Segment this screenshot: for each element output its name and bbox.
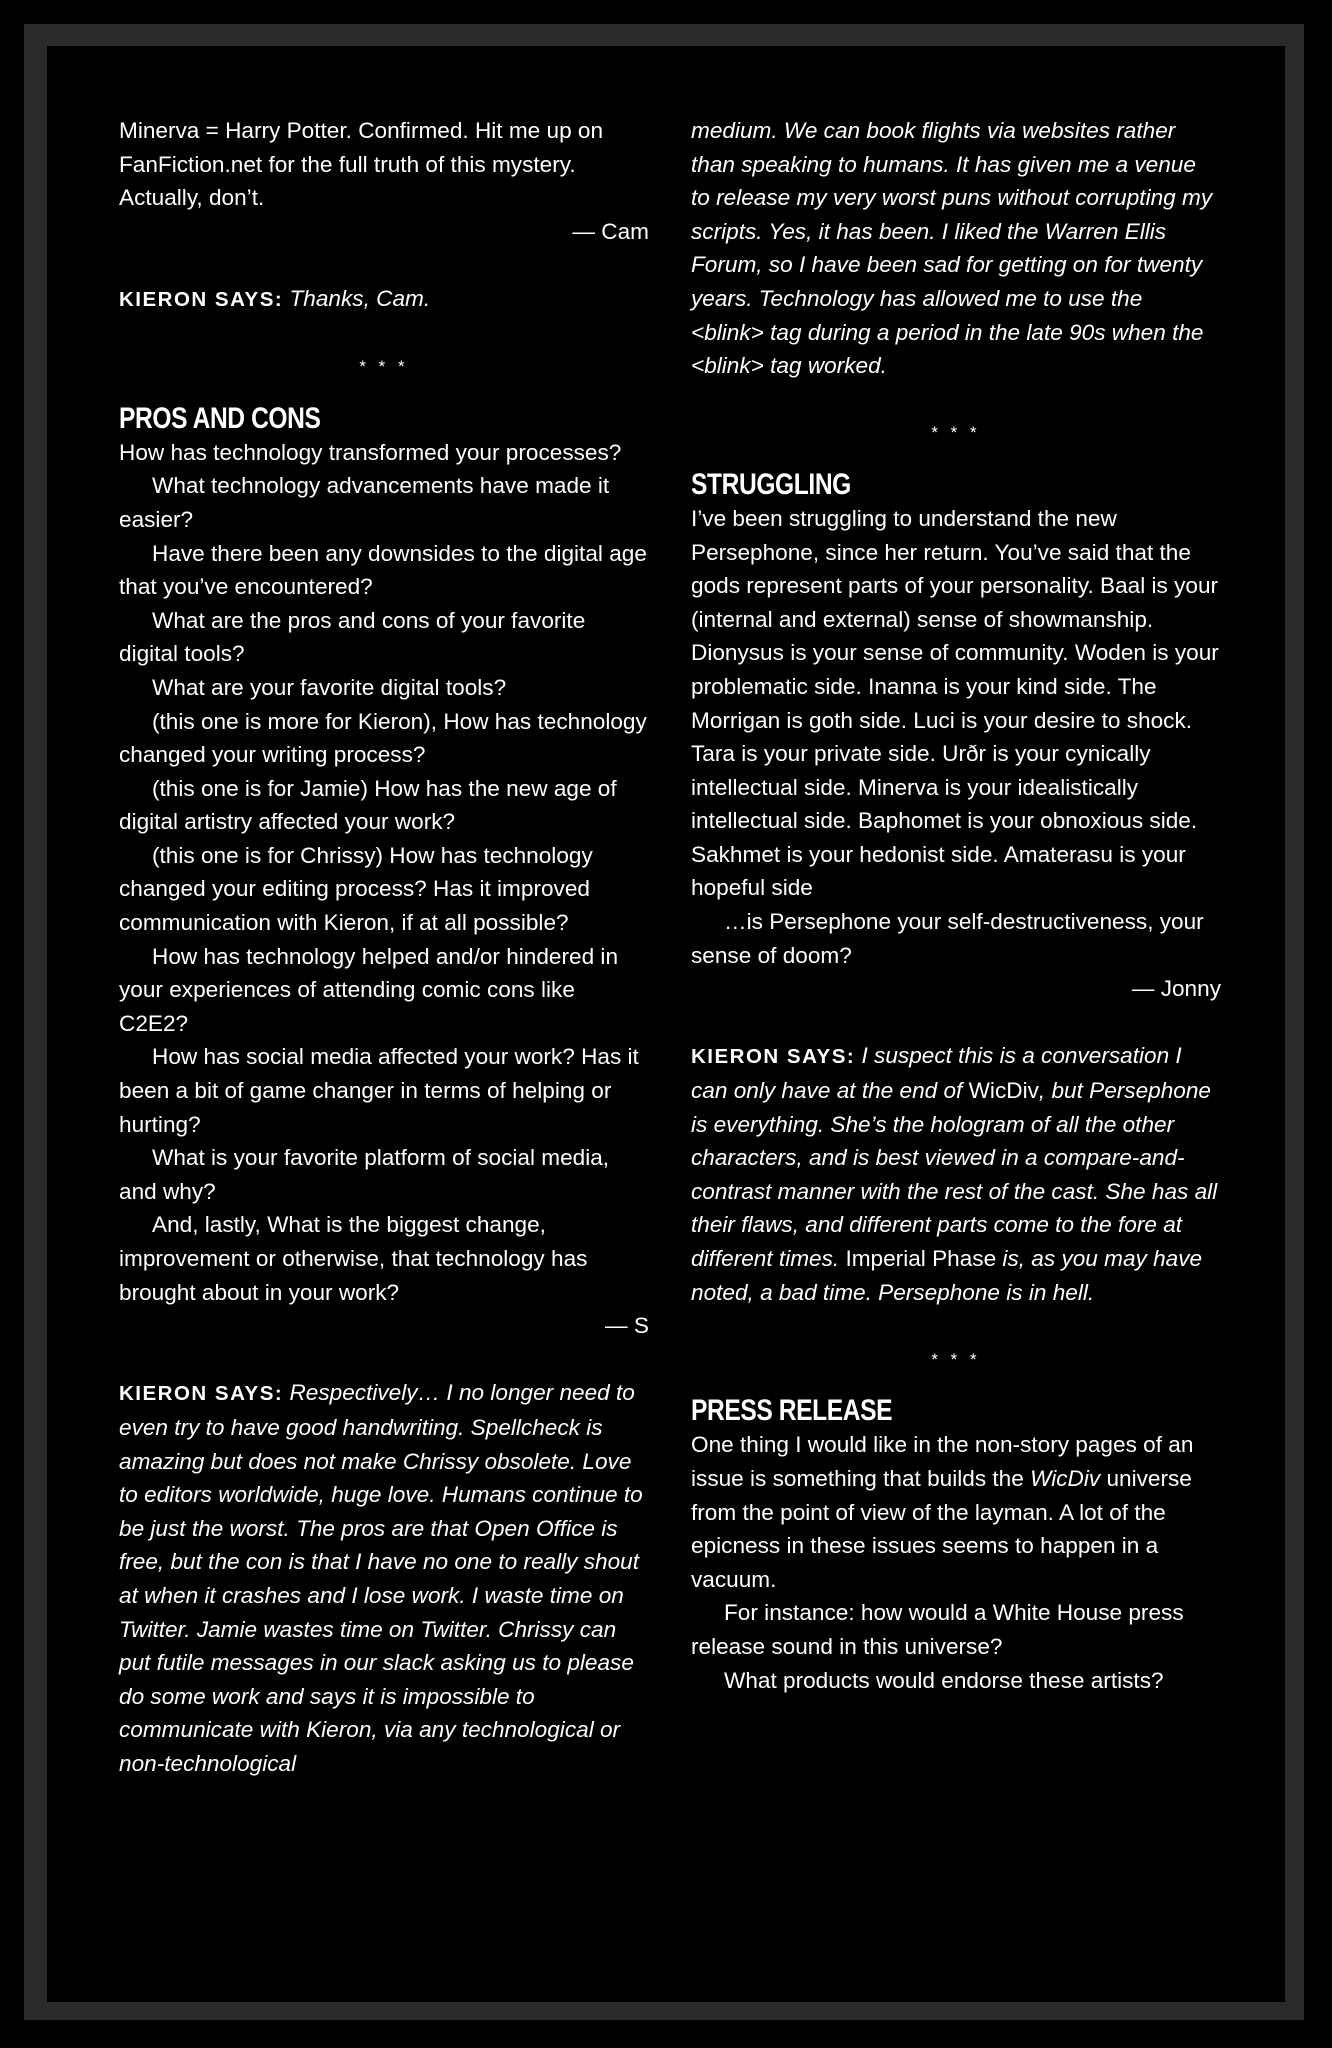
letter-press-text-part: One thing I would like in the non-story pages of an issue is something that builds the xyxy=(691,1432,1194,1491)
question: (this one is for Jamie) How has the new age of digital artistry affected your work? xyxy=(119,775,617,835)
reply-jonny-text: I suspect this is a conversation I can only have at the end of xyxy=(691,1043,1182,1104)
spacer xyxy=(691,383,1221,417)
heading-pros-and-cons: PROS AND CONS xyxy=(119,401,321,435)
section-divider: * * * xyxy=(931,423,981,443)
letter-cam-signature: — Cam xyxy=(572,218,649,244)
letter-cam-text: Minerva = Harry Potter. Confirmed. Hit me up on FanFiction.net for the full truth of this mystery. Actually, don’t. xyxy=(119,118,604,211)
letter-jonny-question: …is Persephone your self-destructiveness, your sense of doom? xyxy=(691,909,1204,968)
letter-jonny-text: I’ve been struggling to understand the new Persephone, since her return. You’ve said that the gods represent parts of your personality. Baal is your (internal and external) sense of showmanship. Dionysus is your sense of community. Woden is your problematic side. Inanna is your kind side. The Morrigan is goth side. Luci is your desire to shock. Tara is your private side. Urðr is your cynically intellectual side. Minerva is your idealistically intellectual side. Baphomet is your obnoxious side. Sakhmet is your hedonist side. Amaterasu is your hopeful side xyxy=(691,505,1219,901)
question: How has social media affected your work? Has it been a bit of game changer in terms of helping or hurting? xyxy=(119,1044,639,1137)
section-divider: * * * xyxy=(359,357,409,377)
kieron-says-label: KIERON SAYS: xyxy=(119,287,284,311)
reply-jonny-title: Imperial Phase xyxy=(845,1246,997,1271)
question: (this one is more for Kieron), How has technology changed your writing process? xyxy=(119,708,647,768)
question: And, lastly, What is the biggest change, improvement or otherwise, that technology has brought about in your work? xyxy=(119,1212,588,1305)
letter-press-text xyxy=(691,1428,1221,1596)
reply-jonny-text: is, as you may have noted, a bad time. Persephone is in hell. xyxy=(691,1246,1203,1305)
spacer xyxy=(691,1006,1221,1040)
reply-jonny xyxy=(691,1039,1221,1309)
left-column xyxy=(119,114,649,1781)
question: (this one is for Chrissy) How has technology changed your editing process? Has it improved communication with Kieron, if at all possible? xyxy=(119,842,593,936)
question: How has technology helped and/or hindered in your experiences of attending comic cons like C2E2? xyxy=(119,943,619,1036)
letter-press-title: WicDiv xyxy=(1030,1465,1101,1491)
letter-press-question: For instance: how would a White House press release sound in this universe? xyxy=(691,1600,1184,1659)
spacer xyxy=(691,1309,1221,1343)
reply-jonny-title: WicDiv xyxy=(968,1078,1039,1104)
letter-press-text-part: universe from the point of view of the layman. A lot of the epicness in these issues seems to happen in a vacuum. xyxy=(691,1465,1192,1592)
kieron-says-label: KIERON SAYS: xyxy=(119,1382,284,1406)
reply-jonny-text: , but Persephone is everything. She’s the hologram of all the other characters, and is best viewed in a compare-and-contrast manner with the rest of the cast. She has all their flaws, and different parts come to the fore at different times. xyxy=(691,1078,1218,1271)
heading-struggling: STRUGGLING xyxy=(691,467,851,501)
reply-cam xyxy=(119,282,649,317)
letter-s-signature: — S xyxy=(605,1313,649,1339)
letter-press-question: What products would endorse these artists? xyxy=(724,1667,1164,1693)
kieron-says-label: KIERON SAYS: xyxy=(691,1045,856,1069)
spacer xyxy=(119,248,649,282)
spacer xyxy=(119,317,649,351)
right-column xyxy=(691,114,1221,1697)
question: What are the pros and cons of your favorite digital tools? xyxy=(119,607,586,667)
question: Have there been any downsides to the digital age that you’ve encountered? xyxy=(119,540,647,600)
question: What is your favorite platform of social media, and why? xyxy=(119,1145,610,1204)
reply-pros-cons-continued: medium. We can book flights via websites rather than speaking to humans. It has given me a venue to release my very worst puns without corrupting my scripts. Yes, it has been. I liked the Warren Ellis Forum, so I have been sad for getting on for twenty years. Technology has allowed me to use the <blink> tag during a period in the late 90s when the <blink> tag worked. xyxy=(691,118,1213,379)
letter-jonny-signature: — Jonny xyxy=(1131,976,1221,1002)
question: What technology advancements have made it easier? xyxy=(119,473,610,532)
heading-press-release: PRESS RELEASE xyxy=(691,1394,893,1428)
reply-pros-cons xyxy=(119,1376,649,1780)
question: What are your favorite digital tools? xyxy=(152,674,507,700)
question: How has technology transformed your processes? xyxy=(119,439,622,465)
section-divider: * * * xyxy=(931,1349,981,1369)
spacer xyxy=(119,1343,649,1377)
reply-cam-text: Thanks, Cam. xyxy=(283,285,431,311)
reply-pros-cons-text: Respectively… I no longer need to even try to have good handwriting. Spellcheck is amazing but does not make Chrissy obsolete. Love to editors worldwide, huge love. Humans continue to be just the worst. The pros are that Open Office is free, but the con is that I have no one to really shout at when it crashes and I lose work. I waste time on Twitter. Jamie wastes time on Twitter. Chrissy can put futile messages in our slack asking us to please do some work and says it is impossible to communicate with Kieron, via any technological or non-technological xyxy=(119,1380,643,1776)
